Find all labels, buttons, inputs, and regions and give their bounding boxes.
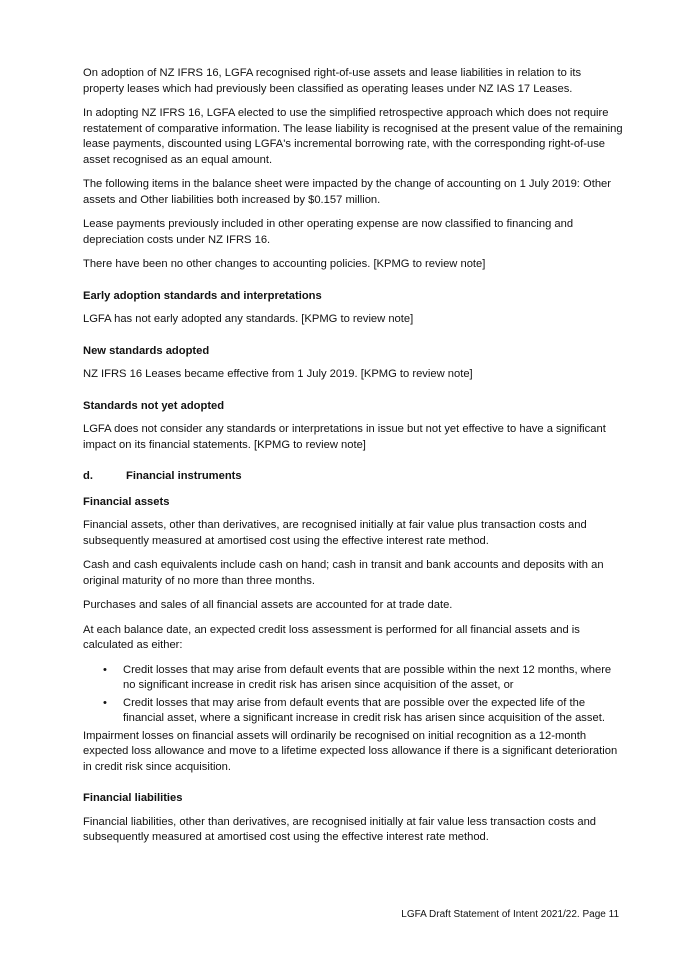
financial-assets-paragraph: Financial assets, other than derivatives, are recognised initially at fair value plus transaction costs and subsequently measured at amortised cost using the effective interest rate method.: [83, 519, 587, 547]
financial-assets-paragraph: At each balance date, an expected credit loss assessment is performed for all financial assets and is calculated as either:: [83, 623, 580, 651]
list-item: [83, 663, 623, 694]
list-item: [83, 696, 623, 727]
intro-paragraph: There have been no other changes to accounting policies. [KPMG to review note]: [83, 258, 486, 270]
financial-assets-paragraph: Purchases and sales of all financial assets are accounted for at trade date.: [83, 599, 453, 611]
not-yet-adopted-text: LGFA does not consider any standards or interpretations in issue but not yet effective to have a significant impact on its financial statements. [KPMG to review note]: [83, 423, 606, 451]
section-number: d.: [83, 470, 93, 482]
financial-liabilities-text: Financial liabilities, other than derivatives, are recognised initially at fair value less transaction costs and subsequently measured at amortised cost using the effective interest rate method.: [83, 815, 597, 843]
new-standards-heading: New standards adopted: [83, 344, 210, 357]
impairment-paragraph: Impairment losses on financial assets will ordinarily be recognised on initial recognition as a 12-month expected loss allowance and move to a lifetime expected loss allowance if there is a significant deterioration in credit risk since acquisition.: [83, 729, 618, 773]
financial-assets-heading: Financial assets: [83, 495, 170, 508]
bullet-icon: •: [103, 696, 107, 709]
financial-assets-paragraph: Cash and cash equivalents include cash on hand; cash in transit and bank accounts and deposits with an original maturity of no more than three months.: [83, 559, 604, 587]
intro-paragraph: Lease payments previously included in other operating expense are now classified to financing and depreciation costs under NZ IFRS 16.: [83, 218, 574, 246]
not-yet-adopted-heading: Standards not yet adopted: [83, 399, 225, 412]
intro-paragraph: On adoption of NZ IFRS 16, LGFA recognised right-of-use assets and lease liabilities in relation to its property leases which had previously been classified as operating leases under NZ IAS 17 Leases.: [83, 67, 582, 95]
list-item-text: Credit losses that may arise from default events that are possible within the next 12 months, where no significant increase in credit risk has arisen since acquisition of the asset, or: [123, 663, 612, 691]
section-title: Financial instruments: [126, 470, 242, 482]
credit-loss-list: [83, 663, 623, 727]
intro-paragraph: In adopting NZ IFRS 16, LGFA elected to use the simplified retrospective approach which does not require restatement of comparative information. The lease liability is recognised at the present value of the remaining lease payments, discounted using LGFA's incremental borrowing rate, with the corresponding right-of-use asset recognised as an equal amount.: [83, 107, 623, 166]
new-standards-text: NZ IFRS 16 Leases became effective from 1 July 2019. [KPMG to review note]: [83, 368, 473, 380]
intro-paragraph: The following items in the balance sheet were impacted by the change of accounting on 1 July 2019: Other assets and Other liabilities both increased by $0.157 million.: [83, 178, 611, 206]
early-adoption-text: LGFA has not early adopted any standards. [KPMG to review note]: [83, 313, 414, 325]
page-footer: LGFA Draft Statement of Intent 2021/22. Page 11: [401, 909, 619, 920]
financial-liabilities-heading: Financial liabilities: [83, 792, 183, 804]
page-content: [83, 66, 623, 855]
bullet-icon: •: [103, 663, 107, 676]
list-item-text: Credit losses that may arise from default events that are possible over the expected life of the financial asset, where a significant increase in credit risk has arisen since acquisition of the asset.: [123, 696, 605, 724]
section-d-heading: [83, 469, 623, 485]
early-adoption-heading: Early adoption standards and interpretations: [83, 289, 322, 302]
